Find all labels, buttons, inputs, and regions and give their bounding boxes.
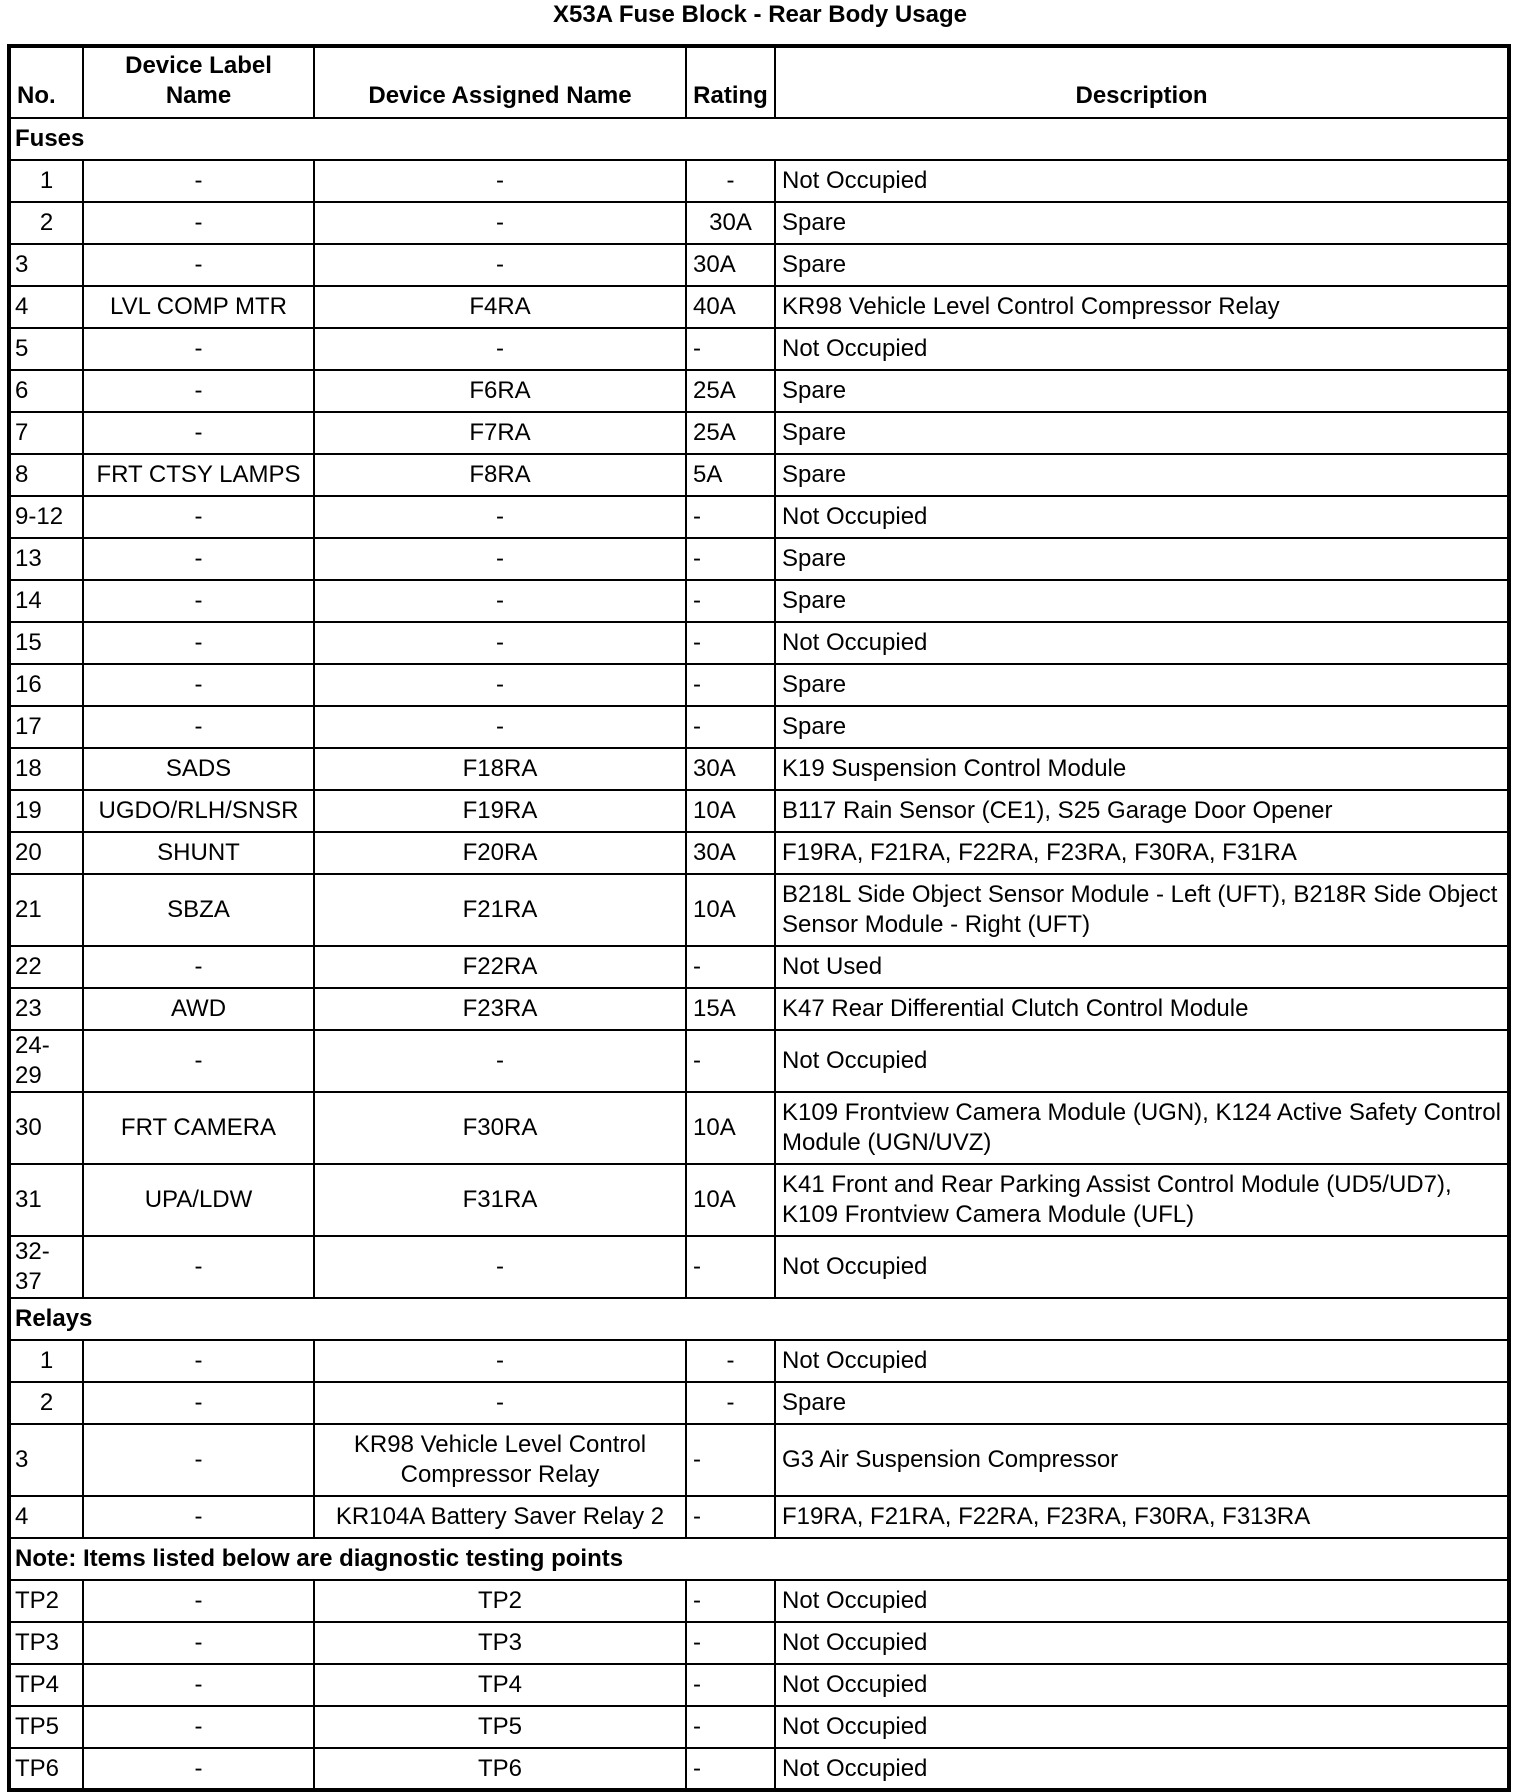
cell-rating: 15A	[686, 988, 775, 1030]
cell-no: 4	[9, 1496, 83, 1538]
cell-description: Spare	[775, 244, 1509, 286]
cell-description: Spare	[775, 1382, 1509, 1424]
cell-device-label-name: SADS	[83, 748, 314, 790]
table-row	[9, 202, 1509, 244]
cell-device-assigned-name: -	[314, 160, 686, 202]
cell-device-assigned-name: F6RA	[314, 370, 686, 412]
cell-device-label-name: SBZA	[83, 874, 314, 946]
table-row	[9, 496, 1509, 538]
cell-device-assigned-name: -	[314, 706, 686, 748]
cell-device-label-name: -	[83, 1748, 314, 1790]
cell-device-assigned-name: F21RA	[314, 874, 686, 946]
cell-description: Spare	[775, 580, 1509, 622]
cell-description: Spare	[775, 538, 1509, 580]
cell-no: 4	[9, 286, 83, 328]
cell-no: 17	[9, 706, 83, 748]
cell-rating: 30A	[686, 748, 775, 790]
cell-description: Not Occupied	[775, 328, 1509, 370]
cell-device-assigned-name: F20RA	[314, 832, 686, 874]
cell-description: Not Occupied	[775, 496, 1509, 538]
cell-device-assigned-name: -	[314, 1030, 686, 1092]
table-row	[9, 1496, 1509, 1538]
cell-no: 3	[9, 1424, 83, 1496]
cell-device-assigned-name: F7RA	[314, 412, 686, 454]
cell-device-assigned-name: -	[314, 244, 686, 286]
cell-description: K41 Front and Rear Parking Assist Control Module (UD5/UD7), K109 Frontview Camera Module (UFL)	[775, 1164, 1509, 1236]
cell-device-assigned-name: TP4	[314, 1664, 686, 1706]
table-row	[9, 1664, 1509, 1706]
cell-device-label-name: -	[83, 622, 314, 664]
cell-no: 9-12	[9, 496, 83, 538]
cell-description: G3 Air Suspension Compressor	[775, 1424, 1509, 1496]
cell-rating: -	[686, 538, 775, 580]
cell-description: Not Occupied	[775, 622, 1509, 664]
cell-rating: -	[686, 1236, 775, 1298]
cell-rating: -	[686, 664, 775, 706]
table-row	[9, 1092, 1509, 1164]
table-row	[9, 790, 1509, 832]
cell-description: K19 Suspension Control Module	[775, 748, 1509, 790]
table-row	[9, 1164, 1509, 1236]
cell-device-assigned-name: F4RA	[314, 286, 686, 328]
table-row	[9, 286, 1509, 328]
cell-device-label-name: -	[83, 1496, 314, 1538]
table-row	[9, 748, 1509, 790]
cell-device-assigned-name: -	[314, 1382, 686, 1424]
table-row	[9, 1382, 1509, 1424]
cell-rating: -	[686, 1622, 775, 1664]
table-row	[9, 580, 1509, 622]
table-row	[9, 874, 1509, 946]
table-row	[9, 1622, 1509, 1664]
cell-description: Not Occupied	[775, 1622, 1509, 1664]
cell-device-label-name: -	[83, 706, 314, 748]
table-row	[9, 1424, 1509, 1496]
cell-rating: -	[686, 328, 775, 370]
cell-device-assigned-name: KR98 Vehicle Level Control Compressor Relay	[314, 1424, 686, 1496]
cell-description: K47 Rear Differential Clutch Control Module	[775, 988, 1509, 1030]
cell-device-label-name: -	[83, 160, 314, 202]
cell-device-label-name: -	[83, 1424, 314, 1496]
cell-device-assigned-name: -	[314, 664, 686, 706]
cell-description: Spare	[775, 202, 1509, 244]
cell-device-label-name: FRT CAMERA	[83, 1092, 314, 1164]
header-device-assigned-name: Device Assigned Name	[314, 46, 686, 118]
cell-device-label-name: SHUNT	[83, 832, 314, 874]
table-row	[9, 454, 1509, 496]
cell-no: 2	[9, 202, 83, 244]
cell-description: Not Occupied	[775, 1030, 1509, 1092]
cell-no: 7	[9, 412, 83, 454]
cell-rating: 40A	[686, 286, 775, 328]
cell-description: Not Occupied	[775, 1236, 1509, 1298]
cell-description: Not Occupied	[775, 160, 1509, 202]
cell-rating: 10A	[686, 874, 775, 946]
cell-no: 31	[9, 1164, 83, 1236]
cell-device-assigned-name: -	[314, 1236, 686, 1298]
cell-rating: -	[686, 1496, 775, 1538]
cell-device-assigned-name: F30RA	[314, 1092, 686, 1164]
header-rating: Rating	[686, 46, 775, 118]
cell-device-assigned-name: TP5	[314, 1706, 686, 1748]
cell-device-label-name: -	[83, 202, 314, 244]
table-row	[9, 370, 1509, 412]
section-row-fuses	[9, 118, 1509, 160]
cell-device-label-name: UPA/LDW	[83, 1164, 314, 1236]
cell-device-assigned-name: -	[314, 328, 686, 370]
cell-description: Spare	[775, 412, 1509, 454]
cell-no: TP6	[9, 1748, 83, 1790]
cell-rating: -	[686, 622, 775, 664]
cell-device-label-name: -	[83, 1340, 314, 1382]
cell-device-label-name: -	[83, 1236, 314, 1298]
cell-device-label-name: -	[83, 946, 314, 988]
cell-rating: -	[686, 1030, 775, 1092]
cell-device-assigned-name: -	[314, 202, 686, 244]
cell-device-assigned-name: -	[314, 622, 686, 664]
cell-device-label-name: -	[83, 664, 314, 706]
table-row	[9, 538, 1509, 580]
cell-device-label-name: -	[83, 412, 314, 454]
cell-rating: -	[686, 1580, 775, 1622]
cell-no: 15	[9, 622, 83, 664]
cell-no: TP5	[9, 1706, 83, 1748]
cell-rating: -	[686, 706, 775, 748]
header-description: Description	[775, 46, 1509, 118]
cell-description: Not Used	[775, 946, 1509, 988]
table-row	[9, 1236, 1509, 1298]
cell-rating: 25A	[686, 412, 775, 454]
cell-no: 16	[9, 664, 83, 706]
cell-description: Not Occupied	[775, 1748, 1509, 1790]
cell-description: F19RA, F21RA, F22RA, F23RA, F30RA, F313RA	[775, 1496, 1509, 1538]
cell-description: K109 Frontview Camera Module (UGN), K124 Active Safety Control Module (UGN/UVZ)	[775, 1092, 1509, 1164]
cell-device-assigned-name: F31RA	[314, 1164, 686, 1236]
cell-no: 21	[9, 874, 83, 946]
table-row	[9, 1748, 1509, 1790]
cell-no: 2	[9, 1382, 83, 1424]
cell-device-assigned-name: F18RA	[314, 748, 686, 790]
cell-no: 3	[9, 244, 83, 286]
table-row	[9, 988, 1509, 1030]
section-row-relays	[9, 1298, 1509, 1340]
cell-device-assigned-name: -	[314, 496, 686, 538]
cell-description: B218L Side Object Sensor Module - Left (UFT), B218R Side Object Sensor Module - Right (UFT)	[775, 874, 1509, 946]
cell-rating: -	[686, 946, 775, 988]
cell-device-assigned-name: F19RA	[314, 790, 686, 832]
cell-no: 22	[9, 946, 83, 988]
cell-rating: -	[686, 1382, 775, 1424]
cell-description: Not Occupied	[775, 1664, 1509, 1706]
cell-no: 19	[9, 790, 83, 832]
cell-description: Spare	[775, 664, 1509, 706]
cell-device-assigned-name: TP3	[314, 1622, 686, 1664]
cell-device-assigned-name: F23RA	[314, 988, 686, 1030]
table-row	[9, 1030, 1509, 1092]
cell-no: 1	[9, 1340, 83, 1382]
table-row	[9, 160, 1509, 202]
cell-no: 20	[9, 832, 83, 874]
cell-description: Not Occupied	[775, 1580, 1509, 1622]
table-row	[9, 664, 1509, 706]
cell-rating: -	[686, 1706, 775, 1748]
page-title: X53A Fuse Block - Rear Body Usage	[553, 1, 967, 28]
cell-rating: -	[686, 1664, 775, 1706]
section-title: Note: Items listed below are diagnostic testing points	[9, 1538, 1509, 1580]
cell-device-assigned-name: TP2	[314, 1580, 686, 1622]
cell-description: Spare	[775, 706, 1509, 748]
cell-device-label-name: -	[83, 1706, 314, 1748]
cell-device-label-name: -	[83, 538, 314, 580]
header-row	[9, 46, 1509, 118]
section-title: Relays	[9, 1298, 1509, 1340]
cell-rating: 10A	[686, 1092, 775, 1164]
cell-device-assigned-name: TP6	[314, 1748, 686, 1790]
cell-no: 1	[9, 160, 83, 202]
table-row	[9, 832, 1509, 874]
cell-device-assigned-name: KR104A Battery Saver Relay 2	[314, 1496, 686, 1538]
cell-description: Spare	[775, 370, 1509, 412]
cell-rating: 25A	[686, 370, 775, 412]
cell-description: Spare	[775, 454, 1509, 496]
table-row	[9, 622, 1509, 664]
fuse-block-table	[7, 44, 1511, 1792]
cell-device-label-name: -	[83, 1030, 314, 1092]
cell-no: TP3	[9, 1622, 83, 1664]
cell-device-label-name: -	[83, 328, 314, 370]
cell-no: 13	[9, 538, 83, 580]
table-row	[9, 706, 1509, 748]
cell-rating: 10A	[686, 790, 775, 832]
cell-rating: 5A	[686, 454, 775, 496]
cell-device-assigned-name: F8RA	[314, 454, 686, 496]
cell-description: Not Occupied	[775, 1706, 1509, 1748]
table-row	[9, 1580, 1509, 1622]
section-title: Fuses	[9, 118, 1509, 160]
cell-rating: 30A	[686, 202, 775, 244]
cell-description: Not Occupied	[775, 1340, 1509, 1382]
cell-no: 6	[9, 370, 83, 412]
cell-no: 32-37	[9, 1236, 83, 1298]
section-row-note	[9, 1538, 1509, 1580]
cell-no: TP2	[9, 1580, 83, 1622]
table-row	[9, 1340, 1509, 1382]
cell-no: 14	[9, 580, 83, 622]
cell-device-label-name: -	[83, 1382, 314, 1424]
cell-device-label-name: -	[83, 496, 314, 538]
cell-device-label-name: AWD	[83, 988, 314, 1030]
cell-device-label-name: UGDO/RLH/SNSR	[83, 790, 314, 832]
cell-device-label-name: -	[83, 1664, 314, 1706]
table-row	[9, 244, 1509, 286]
cell-rating: -	[686, 1340, 775, 1382]
table-row	[9, 328, 1509, 370]
cell-no: 8	[9, 454, 83, 496]
cell-device-label-name: -	[83, 1580, 314, 1622]
cell-no: 30	[9, 1092, 83, 1164]
header-device-label-name: Device Label Name	[83, 46, 314, 118]
cell-device-label-name: LVL COMP MTR	[83, 286, 314, 328]
cell-rating: 30A	[686, 832, 775, 874]
cell-description: F19RA, F21RA, F22RA, F23RA, F30RA, F31RA	[775, 832, 1509, 874]
cell-device-label-name: -	[83, 580, 314, 622]
table-row	[9, 412, 1509, 454]
cell-no: 23	[9, 988, 83, 1030]
cell-no: TP4	[9, 1664, 83, 1706]
cell-rating: -	[686, 580, 775, 622]
cell-device-label-name: -	[83, 244, 314, 286]
table-row	[9, 946, 1509, 988]
cell-description: B117 Rain Sensor (CE1), S25 Garage Door Opener	[775, 790, 1509, 832]
cell-device-label-name: -	[83, 1622, 314, 1664]
table-row	[9, 1706, 1509, 1748]
cell-description: KR98 Vehicle Level Control Compressor Relay	[775, 286, 1509, 328]
cell-device-label-name: -	[83, 370, 314, 412]
cell-device-label-name: FRT CTSY LAMPS	[83, 454, 314, 496]
cell-rating: 30A	[686, 244, 775, 286]
cell-device-assigned-name: -	[314, 538, 686, 580]
cell-rating: 10A	[686, 1164, 775, 1236]
cell-device-assigned-name: -	[314, 580, 686, 622]
cell-rating: -	[686, 160, 775, 202]
header-no: No.	[9, 46, 83, 118]
cell-rating: -	[686, 496, 775, 538]
cell-device-assigned-name: F22RA	[314, 946, 686, 988]
cell-no: 24-29	[9, 1030, 83, 1092]
cell-rating: -	[686, 1424, 775, 1496]
cell-rating: -	[686, 1748, 775, 1790]
cell-no: 5	[9, 328, 83, 370]
cell-no: 18	[9, 748, 83, 790]
cell-device-assigned-name: -	[314, 1340, 686, 1382]
